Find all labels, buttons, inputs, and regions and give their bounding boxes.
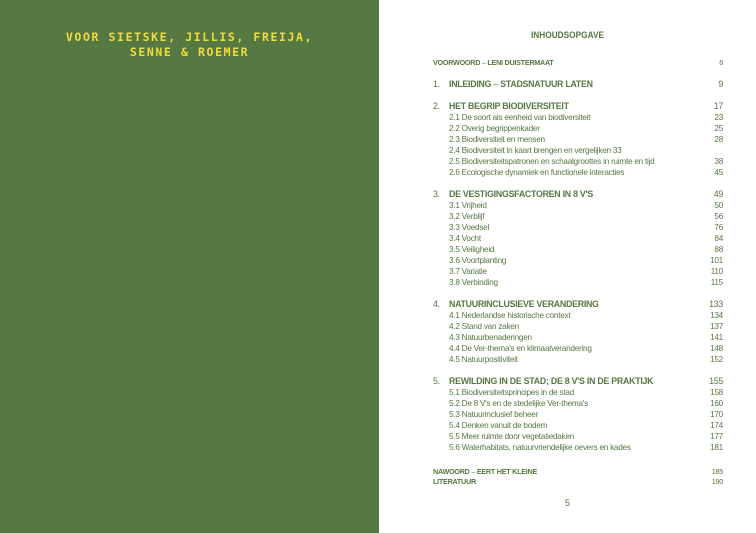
section-page: 134 [710, 311, 723, 320]
toc-section[interactable] [433, 332, 723, 343]
chapter-subtitle: STADSNATUUR LATEN [500, 79, 593, 89]
toc-chapters [433, 79, 723, 453]
chapter-title [449, 189, 593, 200]
chapter-title-text: HET BEGRIP BIODIVERSITEIT [449, 101, 569, 111]
chapter-number: 2. [433, 101, 440, 111]
section-page: 101 [710, 256, 723, 265]
toc-section[interactable] [433, 167, 723, 178]
table-of-contents [433, 58, 723, 487]
section-page: 152 [710, 355, 723, 364]
chapter-number: 4. [433, 299, 440, 309]
section-page: 160 [710, 399, 723, 408]
chapter-title [449, 79, 593, 90]
chapter-title-text: INLEIDING [449, 79, 492, 89]
toc-nawoord[interactable] [433, 467, 723, 477]
toc-chapter-3[interactable] [433, 189, 723, 200]
section-page: 23 [714, 113, 723, 122]
section-title: 2.2 Overig begrippenkader [449, 124, 540, 133]
section-title: 5.5 Meer ruimte door vegetatiedaken [449, 432, 575, 441]
toc-section[interactable] [433, 255, 723, 266]
voorwoord-author: LENI DUISTERMAAT [487, 58, 554, 67]
spacer [433, 365, 723, 376]
section-page: 25 [714, 124, 723, 133]
chapter-title-text: REWILDING IN DE STAD; DE 8 V'S IN DE PRAKTIJK [449, 376, 654, 386]
nawoord-separator: – [469, 467, 477, 476]
spacer [433, 453, 723, 467]
section-page: 141 [710, 333, 723, 342]
section-title: 4.1 Nederlandse historische context [449, 311, 571, 320]
chapter-title [449, 299, 599, 310]
toc-section[interactable] [433, 200, 723, 211]
dedication [0, 30, 379, 60]
section-page: 137 [710, 322, 723, 331]
toc-section[interactable] [433, 112, 723, 123]
section-title: 4.3 Natuurbenaderingen [449, 333, 532, 342]
toc-chapter-5[interactable] [433, 376, 723, 387]
toc-chapter-2[interactable] [433, 101, 723, 112]
toc-section[interactable] [433, 134, 723, 145]
toc-literatuur[interactable] [433, 477, 723, 487]
dedication-line-2: SENNE & ROEMER [129, 45, 250, 59]
section-page: 148 [710, 344, 723, 353]
section-title: 3.7 Variatie [449, 267, 487, 276]
section-title: 3.3 Voedsel [449, 223, 490, 232]
section-title: 3.6 Voortplanting [449, 256, 507, 265]
section-title: 3.8 Verbinding [449, 278, 498, 287]
voorwoord-separator: – [480, 58, 488, 67]
toc-section[interactable] [433, 244, 723, 255]
toc-section[interactable] [433, 266, 723, 277]
chapter-page: 155 [709, 376, 723, 386]
toc-section[interactable] [433, 222, 723, 233]
section-title: 3.4 Vocht [449, 234, 481, 243]
toc-section[interactable] [433, 398, 723, 409]
section-page: 88 [714, 245, 723, 254]
chapter-title-separator: – [491, 79, 501, 89]
chapter-title-text: DE VESTIGINGSFACTOREN IN 8 V'S [449, 189, 594, 199]
section-page: 50 [714, 201, 723, 210]
toc-section[interactable] [433, 310, 723, 321]
page-number: 5 [564, 498, 570, 508]
toc-section[interactable] [433, 211, 723, 222]
right-page [379, 0, 756, 533]
section-title: 4.5 Natuurpositiviteit [449, 355, 518, 364]
chapter-page: 17 [713, 101, 723, 111]
toc-section[interactable] [433, 409, 723, 420]
section-title: 3.2 Verblijf [449, 212, 485, 221]
section-title: 5.2 De 8 V's en de stedelijke Ver-thema's [449, 399, 588, 408]
section-title: 5.6 Waterhabitats, natuurvriendelijke oevers en kades [449, 443, 631, 452]
chapter-title [449, 376, 653, 387]
toc-section[interactable] [433, 156, 723, 167]
toc-section[interactable] [433, 123, 723, 134]
toc-section[interactable] [433, 145, 723, 156]
toc-title: INHOUDSOPGAVE [531, 30, 604, 40]
literatuur-label: LITERATUUR [433, 477, 476, 486]
nawoord-page: 185 [711, 467, 723, 476]
spacer [433, 68, 723, 79]
spacer [433, 288, 723, 299]
toc-section[interactable] [433, 387, 723, 398]
section-page: 177 [710, 432, 723, 441]
toc-chapter-1[interactable] [433, 79, 723, 90]
voorwoord-label: VOORWOORD [433, 58, 481, 67]
section-title: 4.4 De Ver-thema's en klimaatverandering [449, 344, 592, 353]
section-page: 28 [714, 135, 723, 144]
chapter-page: 133 [709, 299, 723, 309]
section-title: 3.1 Vrijheid [449, 201, 487, 210]
toc-section[interactable] [433, 233, 723, 244]
section-title: 5.3 Natuurinclusief beheer [449, 410, 539, 419]
voorwoord-page: 6 [719, 58, 723, 67]
section-title: 3.5 Veiligheid [449, 245, 495, 254]
dedication-line-1: VOOR SIETSKE, JILLIS, FREIJA, [65, 30, 314, 44]
toc-section[interactable] [433, 431, 723, 442]
section-page: 76 [714, 223, 723, 232]
chapter-title [449, 101, 569, 112]
section-page: 174 [710, 421, 723, 430]
section-title: 2.3 Biodiversiteit en mensen [449, 135, 545, 144]
spacer [433, 178, 723, 189]
toc-section[interactable] [433, 343, 723, 354]
section-title: 4.2 Stand van zaken [449, 322, 519, 331]
spacer [433, 90, 723, 101]
section-page: 158 [710, 388, 723, 397]
chapter-page: 9 [718, 79, 723, 89]
section-title: 2.6 Ecologische dynamiek en functionele interacties [449, 168, 625, 177]
toc-voorwoord[interactable] [433, 58, 723, 68]
section-title: 2.4 Biodiversiteit in kaart brengen en vergelijken 33 [449, 146, 622, 155]
nawoord-label: NAWOORD [433, 467, 470, 476]
nawoord-subtitle: EERT HET KLEINE [476, 467, 537, 476]
chapter-number: 3. [433, 189, 440, 199]
chapter-number: 5. [433, 376, 440, 386]
section-page: 38 [714, 157, 723, 166]
section-page: 56 [714, 212, 723, 221]
chapter-page: 49 [713, 189, 723, 199]
section-title: 2.1 De soort als eenheid van biodiversiteit [449, 113, 591, 122]
section-page: 115 [710, 278, 723, 287]
section-page: 110 [710, 267, 723, 276]
section-title: 2.5 Biodiversiteitspatronen en schaalgroottes in ruimte en tijd [449, 157, 655, 166]
chapter-title-text: NATUURINCLUSIEVE VERANDERING [449, 299, 599, 309]
section-title: 5.4 Denken vanuit de bodem [449, 421, 548, 430]
section-page: 45 [714, 168, 723, 177]
literatuur-page: 190 [711, 477, 723, 486]
section-page: 170 [710, 410, 723, 419]
toc-section[interactable] [433, 354, 723, 365]
chapter-number: 1. [433, 79, 440, 89]
toc-section[interactable] [433, 442, 723, 453]
section-title: 5.1 Biodiversiteitsprincipes in de stad [449, 388, 574, 397]
toc-section[interactable] [433, 321, 723, 332]
section-page: 181 [710, 443, 723, 452]
toc-section[interactable] [433, 420, 723, 431]
section-page: 84 [714, 234, 723, 243]
toc-section[interactable] [433, 277, 723, 288]
toc-chapter-4[interactable] [433, 299, 723, 310]
